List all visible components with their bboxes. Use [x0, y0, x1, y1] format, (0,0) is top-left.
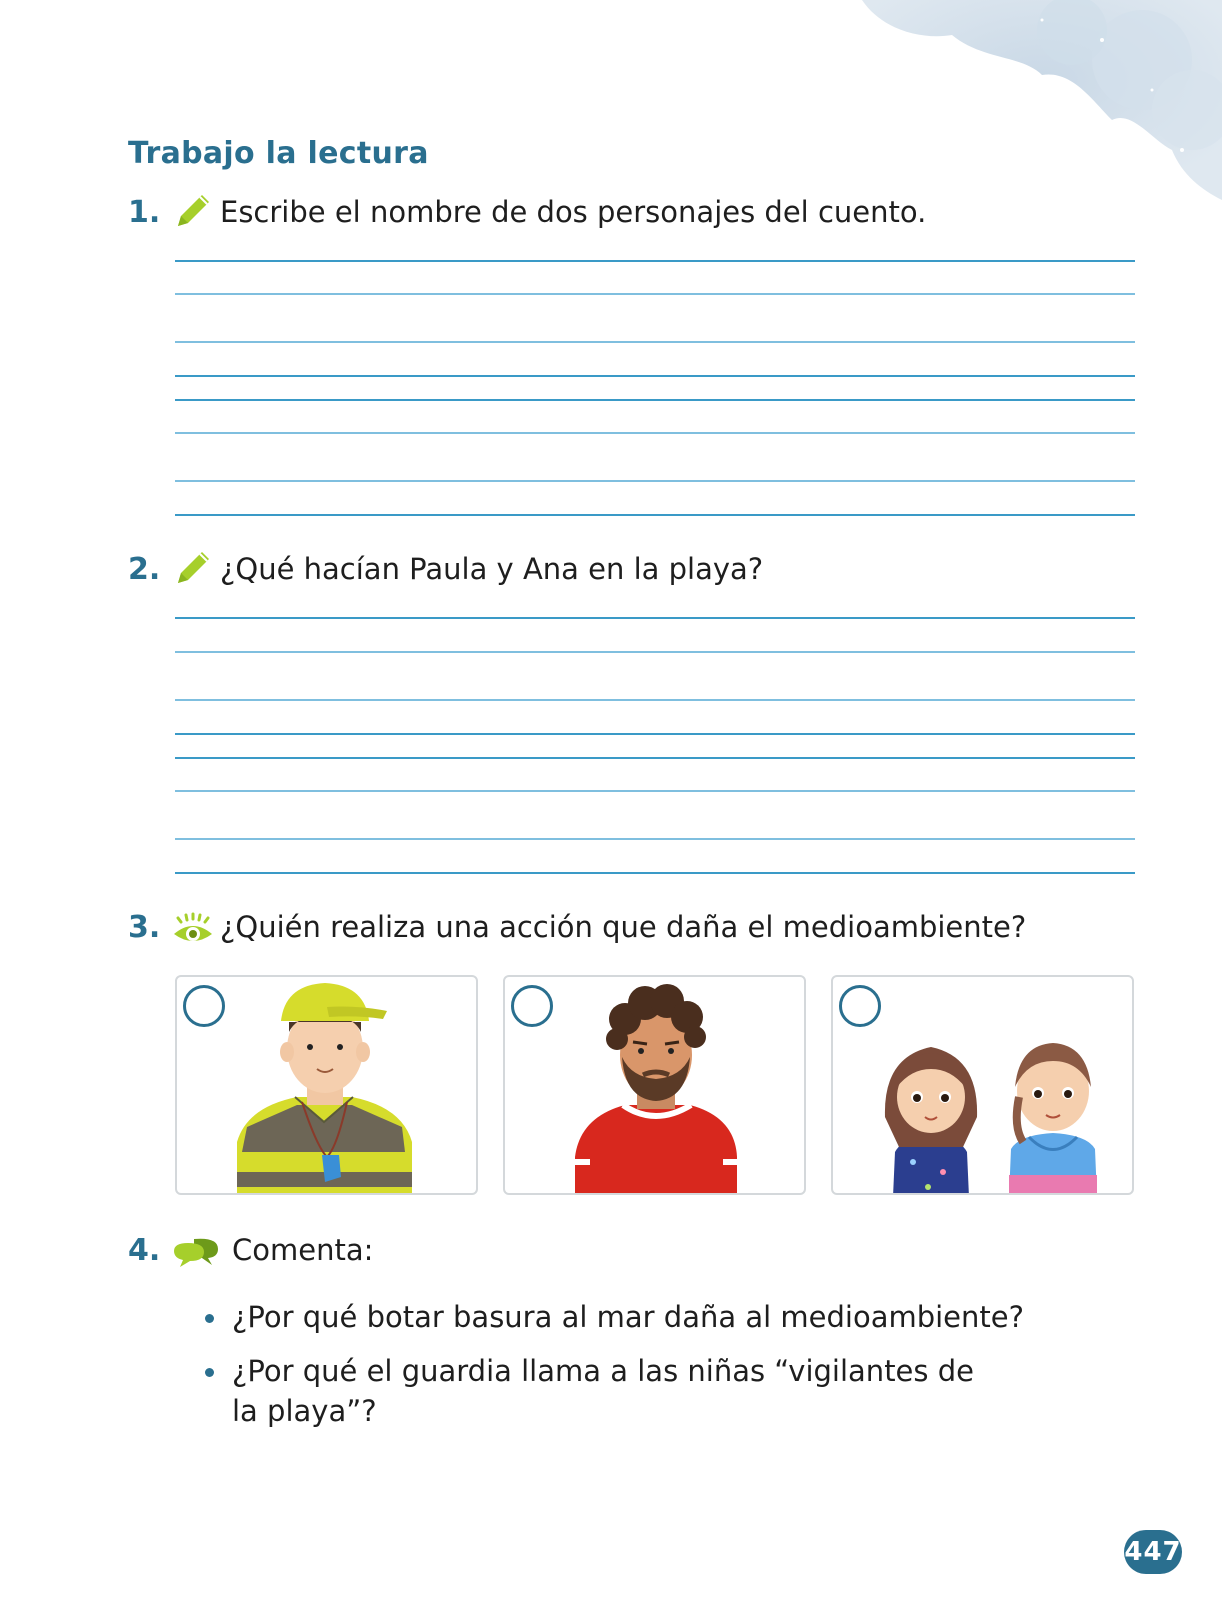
pencil-icon	[172, 190, 214, 232]
option-card-lifeguard[interactable]	[175, 975, 478, 1195]
page-number-badge: 447	[1124, 1530, 1182, 1574]
question-4-number: 4.	[128, 1233, 161, 1268]
eye-icon	[172, 912, 214, 946]
option-radio[interactable]	[511, 985, 553, 1027]
writing-line[interactable]	[175, 699, 1135, 701]
question-3-text: ¿Quién realiza una acción que daña el medioambiente?	[220, 910, 1027, 944]
option-card-bearded-man[interactable]	[503, 975, 806, 1195]
writing-line[interactable]	[175, 375, 1135, 377]
writing-line[interactable]	[175, 790, 1135, 792]
discussion-bullet-1	[205, 1297, 1065, 1337]
writing-line[interactable]	[175, 432, 1135, 434]
writing-line[interactable]	[175, 514, 1135, 516]
option-radio[interactable]	[839, 985, 881, 1027]
section-title: Trabajo la lectura	[128, 136, 429, 171]
writing-line[interactable]	[175, 651, 1135, 653]
discussion-bullet-2	[205, 1351, 1005, 1431]
writing-line[interactable]	[175, 838, 1135, 840]
pencil-icon	[172, 547, 214, 589]
question-4-text: Comenta:	[232, 1233, 374, 1267]
writing-line[interactable]	[175, 617, 1135, 619]
option-radio[interactable]	[183, 985, 225, 1027]
writing-line[interactable]	[175, 757, 1135, 759]
writing-line[interactable]	[175, 399, 1135, 401]
speech-bubbles-icon	[172, 1235, 222, 1269]
question-1-text: Escribe el nombre de dos personajes del cuento.	[220, 195, 927, 229]
writing-line[interactable]	[175, 733, 1135, 735]
writing-line[interactable]	[175, 480, 1135, 482]
bullet-dot	[205, 1368, 214, 1377]
question-3-number: 3.	[128, 910, 161, 945]
writing-line[interactable]	[175, 293, 1135, 295]
bullet-text: ¿Por qué el guardia llama a las niñas “vigilantes de la playa”?	[232, 1354, 974, 1428]
question-2-number: 2.	[128, 552, 161, 587]
question-1-number: 1.	[128, 195, 161, 230]
question-2-text: ¿Qué hacían Paula y Ana en la playa?	[220, 552, 764, 586]
writing-line[interactable]	[175, 260, 1135, 262]
writing-line[interactable]	[175, 872, 1135, 874]
option-card-two-girls[interactable]	[831, 975, 1134, 1195]
bullet-text: ¿Por qué botar basura al mar daña al medioambiente?	[232, 1300, 1025, 1334]
writing-line[interactable]	[175, 341, 1135, 343]
bullet-dot	[205, 1314, 214, 1323]
